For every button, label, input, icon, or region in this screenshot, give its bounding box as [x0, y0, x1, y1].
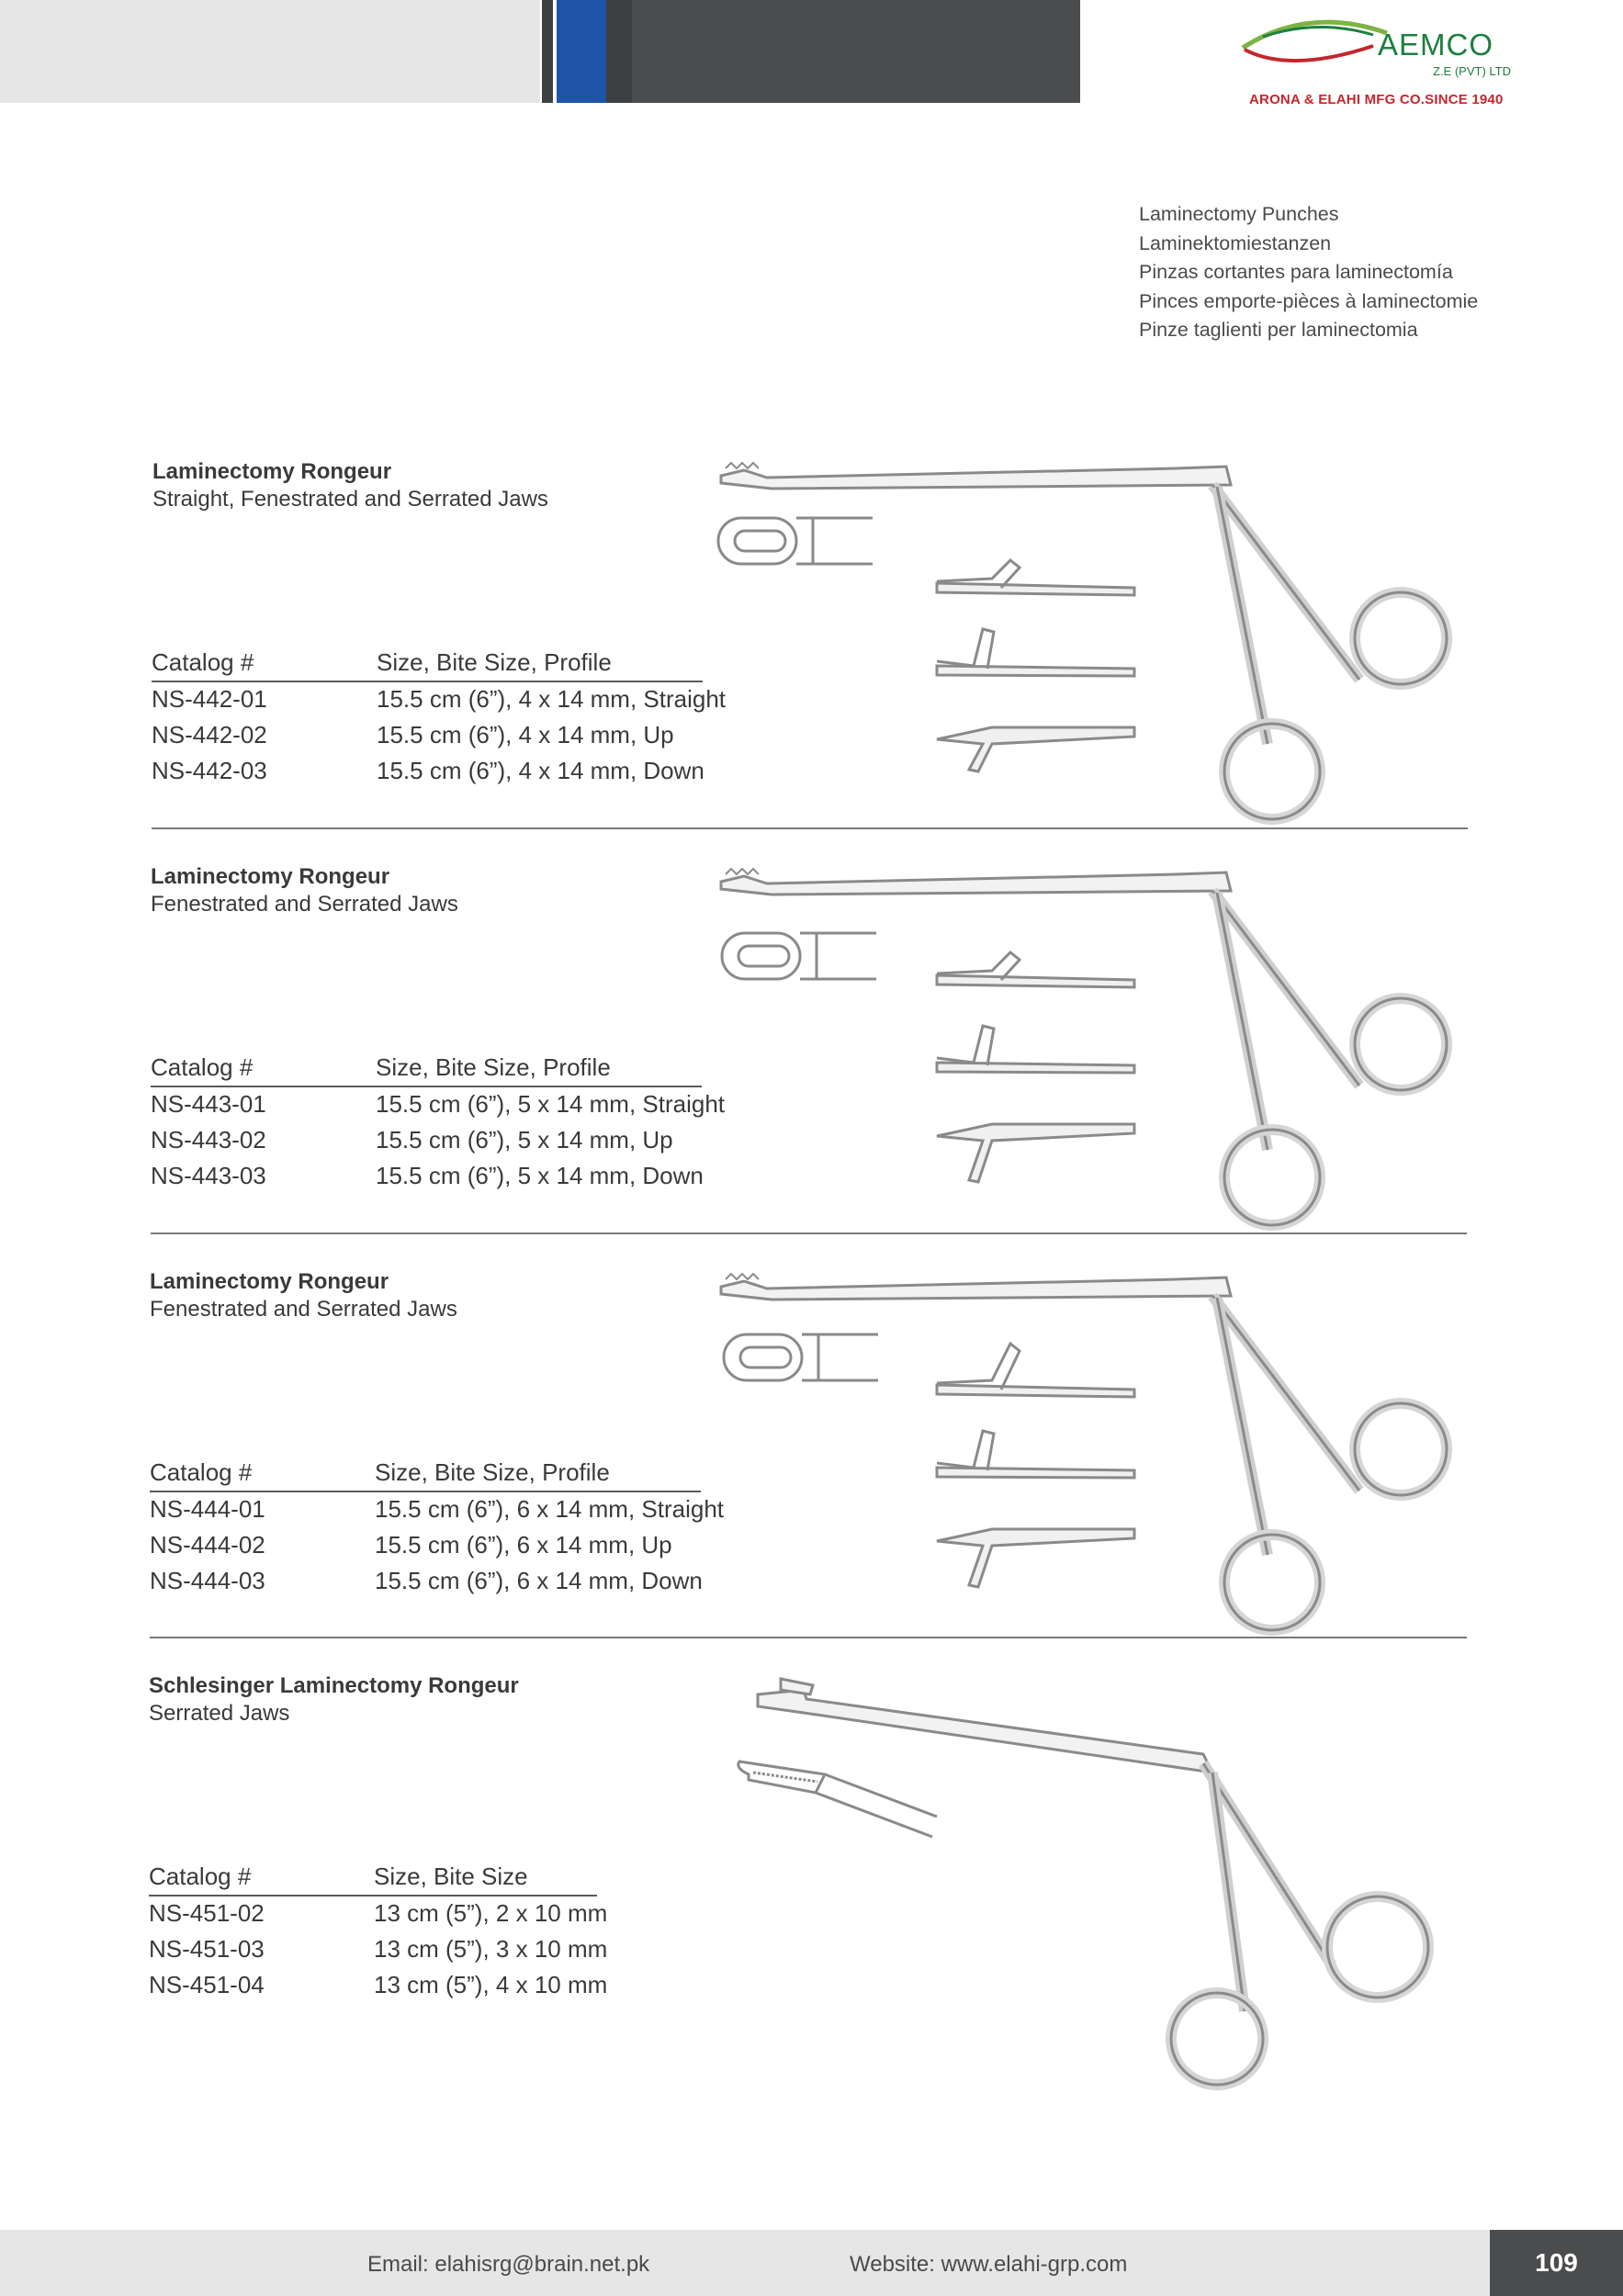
table-row-desc: 15.5 cm (6”), 5 x 14 mm, Up [376, 1126, 673, 1154]
category-title-de: Laminektomiestanzen [1139, 231, 1332, 254]
table-header-rule [152, 681, 703, 682]
table-row-desc: 15.5 cm (6”), 5 x 14 mm, Straight [376, 1090, 726, 1118]
page-number: 109 [1535, 2248, 1578, 2277]
section-title: Laminectomy Rongeur [150, 1269, 389, 1294]
table-row-desc: 15.5 cm (6”), 4 x 14 mm, Up [377, 721, 674, 748]
section-title: Schlesinger Laminectomy Rongeur [149, 1673, 519, 1698]
table-row-desc: 15.5 cm (6”), 4 x 14 mm, Straight [377, 685, 727, 713]
table-header-size: Size, Bite Size, Profile [375, 1458, 610, 1486]
logo-name: AEMCO [1378, 28, 1494, 62]
table-header-rule [150, 1491, 701, 1492]
table-header-rule [151, 1086, 702, 1087]
section-subtitle: Fenestrated and Serrated Jaws [150, 1297, 457, 1322]
table-row-code: NS-444-02 [150, 1531, 265, 1559]
table-row-desc: 15.5 cm (6”), 6 x 14 mm, Down [375, 1567, 703, 1594]
footer-bar [0, 2230, 1623, 2296]
table-row-code: NS-444-03 [150, 1567, 265, 1594]
category-title-en: Laminectomy Punches [1139, 203, 1339, 225]
section-subtitle: Fenestrated and Serrated Jaws [151, 892, 458, 917]
footer-email: Email: elahisrg@brain.net.pk [367, 2252, 650, 2277]
table-header-size: Size, Bite Size [374, 1863, 528, 1890]
table-row-desc: 13 cm (5”), 4 x 10 mm [374, 1971, 608, 1998]
table-header-catalog: Catalog # [149, 1863, 252, 1890]
table-header-catalog: Catalog # [151, 1053, 254, 1081]
table-header-size: Size, Bite Size, Profile [376, 1053, 611, 1081]
rongeur-illustration-icon [716, 838, 1479, 1242]
table-row-desc: 15.5 cm (6”), 4 x 14 mm, Down [377, 757, 704, 784]
section-subtitle: Serrated Jaws [149, 1701, 290, 1726]
table-row-code: NS-444-01 [150, 1495, 265, 1523]
logo-subtitle: Z.E (PVT) LTD [1433, 64, 1511, 78]
footer-website: Website: www.elahi-grp.com [850, 2252, 1128, 2277]
table-header-rule [149, 1895, 597, 1896]
table-row-code: NS-451-03 [149, 1935, 265, 1963]
table-header-catalog: Catalog # [152, 648, 254, 676]
section-subtitle: Straight, Fenestrated and Serrated Jaws [152, 487, 548, 512]
header-blue-bar [557, 0, 606, 103]
table-header-catalog: Catalog # [150, 1458, 253, 1486]
schlesinger-rongeur-illustration-icon [726, 1662, 1479, 2094]
section-title: Laminectomy Rongeur [152, 459, 392, 484]
header-dark-stripe [542, 0, 553, 103]
rongeur-illustration-icon [716, 1243, 1479, 1647]
table-row-desc: 15.5 cm (6”), 5 x 14 mm, Down [376, 1162, 704, 1189]
table-row-code: NS-451-02 [149, 1899, 265, 1927]
table-row-code: NS-443-03 [151, 1162, 266, 1189]
header-dark-bar [632, 0, 1080, 103]
table-row-code: NS-442-01 [152, 685, 267, 713]
table-row-code: NS-443-01 [151, 1090, 266, 1118]
table-row-desc: 13 cm (5”), 2 x 10 mm [374, 1899, 608, 1927]
table-row-code: NS-442-03 [152, 757, 267, 784]
logo-tagline: ARONA & ELAHI MFG CO.SINCE 1940 [1249, 92, 1504, 107]
table-row-desc: 13 cm (5”), 3 x 10 mm [374, 1935, 608, 1963]
table-row-desc: 15.5 cm (6”), 6 x 14 mm, Up [375, 1531, 672, 1559]
table-row-code: NS-442-02 [152, 721, 267, 748]
header-grey-bar [0, 0, 540, 103]
table-row-desc: 15.5 cm (6”), 6 x 14 mm, Straight [375, 1495, 725, 1523]
rongeur-illustration-icon [716, 432, 1479, 836]
category-title-es: Pinzas cortantes para laminectomía [1139, 261, 1453, 283]
section-title: Laminectomy Rongeur [151, 864, 390, 889]
category-title-fr: Pinces emporte-pièces à laminectomie [1139, 289, 1479, 312]
table-row-code: NS-451-04 [149, 1971, 265, 1998]
table-row-code: NS-443-02 [151, 1126, 266, 1154]
category-titles [1139, 200, 1478, 345]
header-dark-stripe-2 [606, 0, 632, 103]
category-title-it: Pinze taglienti per laminectomia [1139, 319, 1418, 341]
table-header-size: Size, Bite Size, Profile [377, 648, 612, 676]
